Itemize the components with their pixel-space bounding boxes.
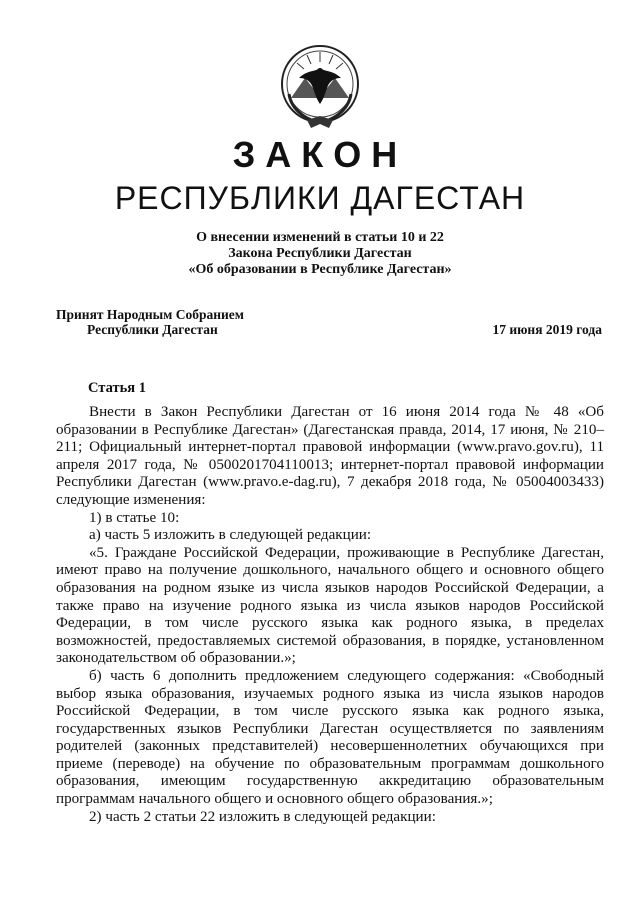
adoption-line: Республики Дагестан [87, 322, 218, 337]
republic-title: РЕСПУБЛИКИ ДАГЕСТАН [114, 180, 526, 216]
paragraph: а) часть 5 изложить в следующей редакции: [89, 527, 372, 544]
paragraph: 2) часть 2 статьи 22 изложить в следующей редакции: [89, 808, 436, 825]
adoption-line: Принят Народным Собранием [56, 307, 244, 322]
law-title: ЗАКОН [232, 134, 408, 175]
paragraph: 1) в статье 10: [89, 509, 180, 526]
adoption-date: 17 июня 2019 года [492, 322, 602, 337]
law-name-line: О внесении изменений в статьи 10 и 22 [196, 230, 444, 245]
paragraph: «5. Граждане Российской Федерации, проживающие в Республике Дагестан, имеют право на получение дошкольного, начального общего и основного общего образования на родном языке из числа языков народов Российской Федерации, а также право на изучение родного языка из числа языков народов Российской Федерации, в том числе русского языка как родного языка, в пределах возможностей, предоставляемых системой образования, в порядке, установленном законодательством об образовании.»; [56, 544, 604, 667]
paragraph: б) часть 6 дополнить предложением следующего содержания: «Свободный выбор языка образования, изучаемых родного языка из числа языков народов Российской Федерации, в том числе русского языка как родного языка, государственных языков Республики Дагестан осуществляется по заявлениям родителей (законных представителей) несовершеннолетних обучающихся при приеме (переводе) на обучение по образовательным программам дошкольного образования, имеющим государственную аккредитацию образовательным программам начального общего и основного общего образования.»; [56, 667, 604, 808]
dagestan-emblem-icon [277, 38, 363, 134]
article-body [56, 404, 604, 826]
adoption-info [56, 307, 244, 337]
law-name-line: «Об образовании в Республике Дагестан» [188, 262, 452, 277]
law-name-line: Закона Республики Дагестан [228, 246, 412, 261]
article-heading: Статья 1 [88, 380, 146, 396]
law-name [0, 230, 640, 278]
paragraph: Внести в Закон Республики Дагестан от 16 июня 2014 года № 48 «Об образовании в Республике Дагестан» (Дагестанская правда, 2014, 17 июня, № 210–211; Официальный интернет-портал правовой информации (www.pravo.gov.ru), 11 апреля 2017 года, № 0500201704110013; интернет-портал правовой информации Республики Дагестан (www.pravo.e-dag.ru), 7 декабря 2018 года, № 05004003433) следующие изменения: [56, 404, 604, 508]
